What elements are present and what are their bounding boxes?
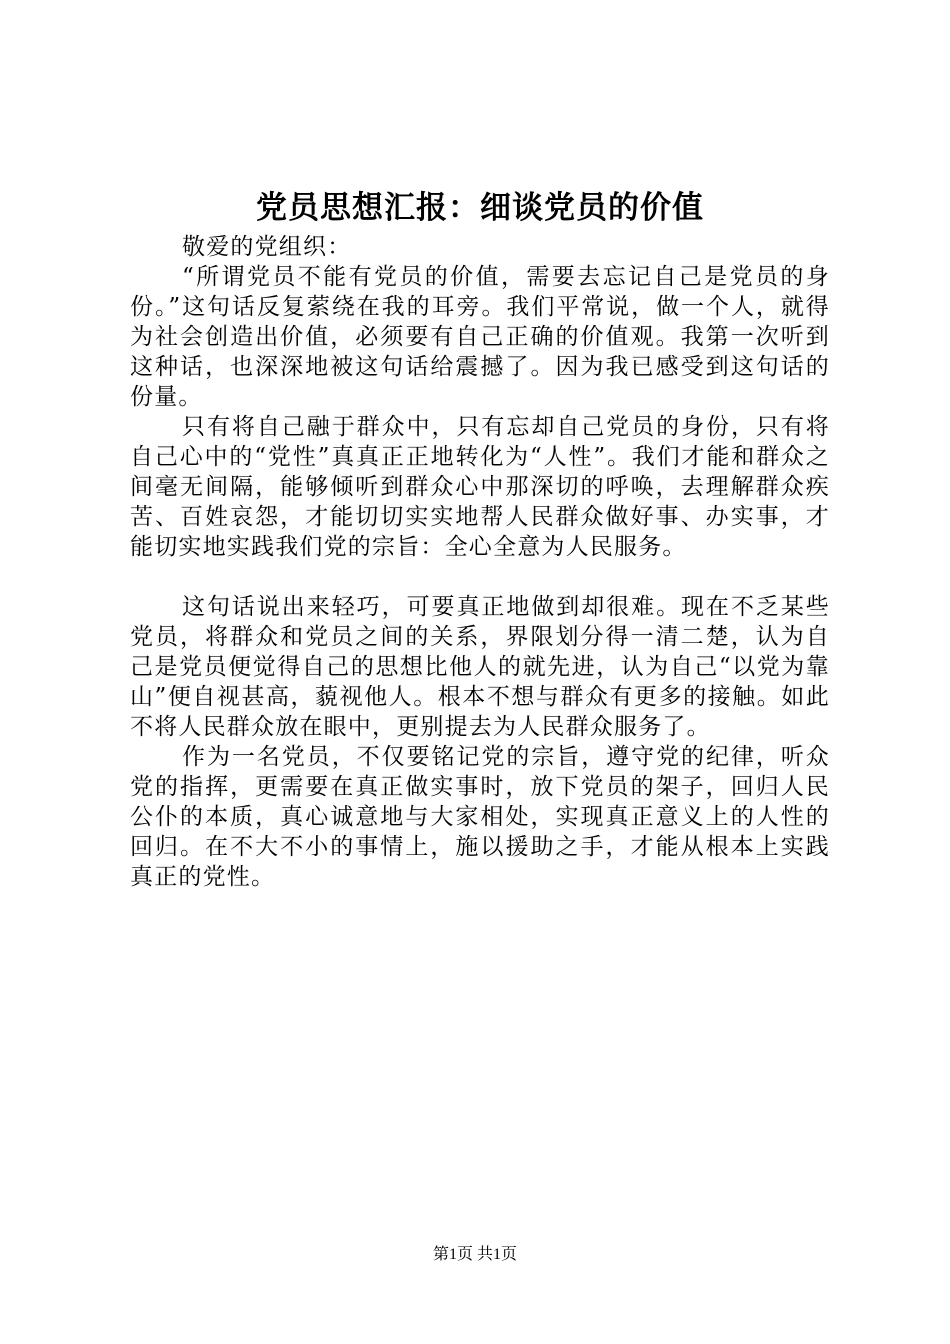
paragraph-3: 这句话说出来轻巧，可要真正地做到却很难。现在不乏某些党员，将群众和党员之间的关系，界限划分得一清二楚，认为自己是党员便觉得自己的思想比他人的就先进，认为自己“以党为靠山”便自视甚高，藐视他人。根本不想与群众有更多的接触。如此不将人民群众放在眼中，更别提去为人民群众服务了。 (130, 594, 830, 740)
document-title: 党员思想汇报：细谈党员的价值 (256, 190, 704, 226)
page-footer: 第1页 共1页 (432, 1246, 517, 1263)
salutation: 敬爱的党组织： (182, 234, 352, 260)
paragraph-1: “所谓党员不能有党员的价值，需要去忘记自己是党员的身份。”这句话反复萦绕在我的耳旁。我们平常说，做一个人，就得为社会创造出价值，必须要有自己正确的价值观。我第一次听到这种话，也深深地被这句话给震撼了。因为我已感受到这句话的份量。 (130, 264, 830, 410)
document-body (130, 232, 830, 892)
paragraph-gap (130, 562, 830, 592)
paragraph-4: 作为一名党员，不仅要铭记党的宗旨，遵守党的纪律，听众党的指挥，更需要在真正做实事时，放下党员的架子，回归人民公仆的本质，真心诚意地与大家相处，实现真正意义上的人性的回归。在不大不小的事情上，施以援助之手，才能从根本上实践真正的党性。 (130, 744, 830, 890)
paragraph-2: 只有将自己融于群众中，只有忘却自己党员的身份，只有将自己心中的“党性”真真正正地转化为“人性”。我们才能和群众之间毫无间隔，能够倾听到群众心中那深切的呼唤，去理解群众疾苦、百姓哀怨，才能切切实实地帮人民群众做好事、办实事，才能切实地实践我们党的宗旨：全心全意为人民服务。 (130, 414, 830, 560)
